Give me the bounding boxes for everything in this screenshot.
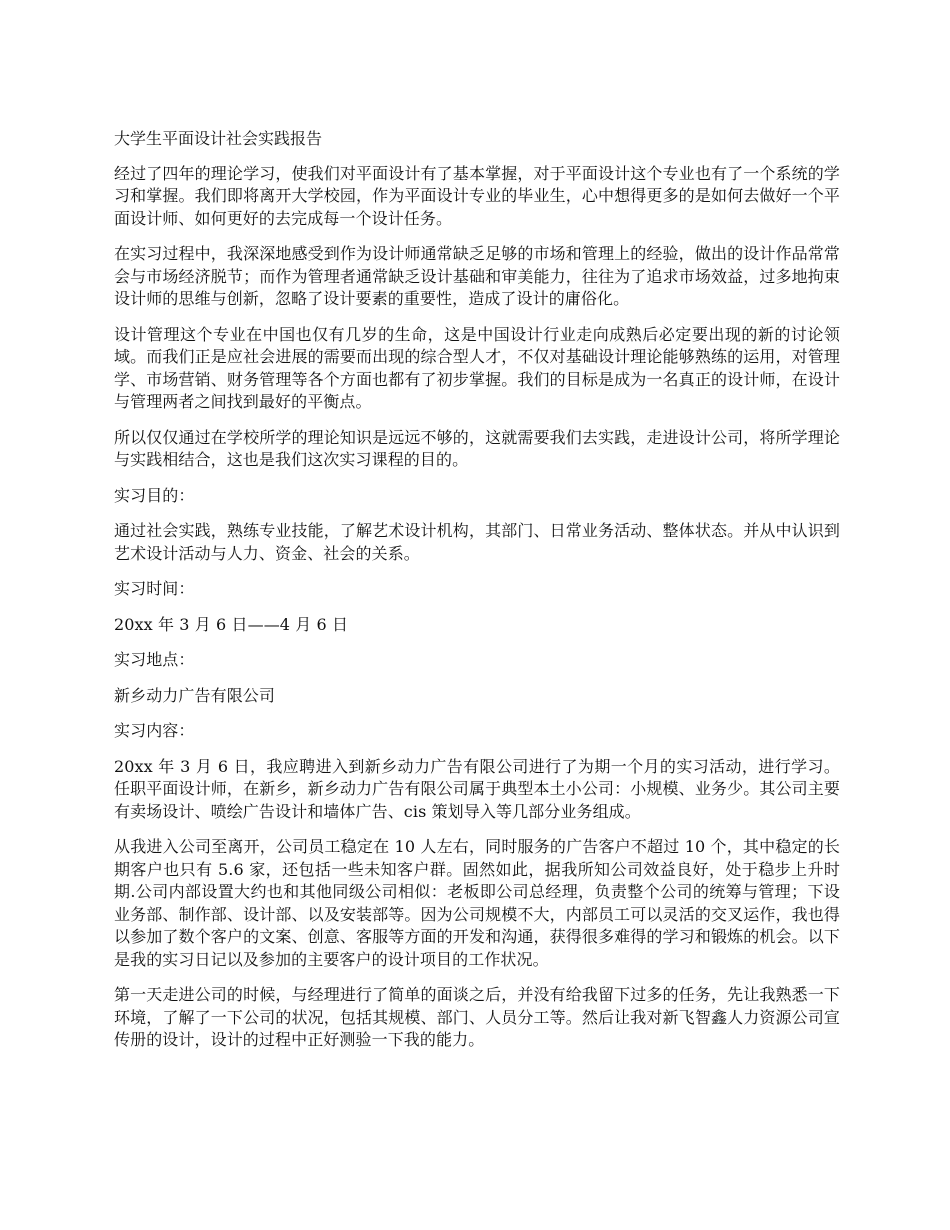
paragraph-first-day: 第一天走进公司的时候，与经理进行了简单的面谈之后，并没有给我留下过多的任务，先让我熟悉一下环境，了解了一下公司的状况，包括其规模、部门、人员分工等。然后让我对新飞智鑫人力资源公司宣传册的设计，设计的过程中正好测验一下我的能力。 — [114, 985, 840, 1049]
paragraph-goal: 通过社会实践，熟练专业技能，了解艺术设计机构，其部门、日常业务活动、整体状态。并从中认识到艺术设计活动与人力、资金、社会的关系。 — [114, 521, 840, 563]
paragraph-intro: 经过了四年的理论学习，使我们对平面设计有了基本掌握，对于平面设计这个专业也有了一个系统的学习和掌握。我们即将离开大学校园，作为平面设计专业的毕业生，心中想得更多的是如何去做好一个平面设计师、如何更好的去完成每一个设计任务。 — [114, 163, 840, 228]
paragraph-time: 20xx 年 3 月 6 日——4 月 6 日 — [114, 614, 349, 634]
paragraph-location: 新乡动力广告有限公司 — [114, 685, 276, 705]
section-heading-location: 实习地点： — [114, 650, 195, 669]
document-page — [114, 128, 840, 1065]
paragraph-practice-purpose: 所以仅仅通过在学校所学的理论知识是远远不够的，这就需要我们去实践，走进设计公司，将所学理论与实践相结合，这也是我们这次实习课程的目的。 — [114, 427, 840, 469]
paragraph-design-management: 设计管理这个专业在中国也仅有几岁的生命，这是中国设计行业走向成熟后必定要出现的新的讨论领域。而我们正是应社会进展的需要而出现的综合型人才，不仅对基础设计理论能够熟练的运用，对管理学、市场营销、财务管理等各个方面也都有了初步掌握。我们的目标是成为一名真正的设计师，在设计与管理两者之间找到最好的平衡点。 — [114, 324, 840, 411]
paragraph-content-intro: 20xx 年 3 月 6 日，我应聘进入到新乡动力广告有限公司进行了为期一个月的实习活动，进行学习。任职平面设计师，在新乡，新乡动力广告有限公司属于典型本土小公司：小规模、业务少。其公司主要有卖场设计、喷绘广告设计和墙体广告、cis 策划导入等几部分业务组成。 — [114, 756, 840, 821]
section-heading-time: 实习时间： — [114, 579, 195, 598]
paragraph-company-overview: 从我进入公司至离开，公司员工稳定在 10 人左右，同时服务的广告客户不超过 10 个，其中稳定的长期客户也只有 5.6 家，还包括一些未知客户群。固然如此，据我所知公司效益良好，处于稳步上升时期.公司内部设置大约也和其他同级公司相似：老板即公司总经理，负责整个公司的统筹与管理；下设业务部、制作部、设计部、以及安装部等。因为公司规模不大，内部员工可以灵活的交叉运作，我也得以参加了数个客户的文案、创意、客服等方面的开发和沟通，获得很多难得的学习和锻炼的机会。以下是我的实习日记以及参加的主要客户的设计项目的工作状况。 — [114, 837, 840, 969]
section-heading-content: 实习内容： — [114, 721, 195, 740]
document-title: 大学生平面设计社会实践报告 — [114, 129, 323, 148]
section-heading-goal: 实习目的： — [114, 485, 195, 505]
paragraph-internship-process: 在实习过程中，我深深地感受到作为设计师通常缺乏足够的市场和管理上的经验，做出的设计作品常常会与市场经济脱节；而作为管理者通常缺乏设计基础和审美能力，往往为了追求市场效益，过多地拘束设计师的思维与创新，忽略了设计要素的重要性，造成了设计的庸俗化。 — [114, 244, 840, 308]
